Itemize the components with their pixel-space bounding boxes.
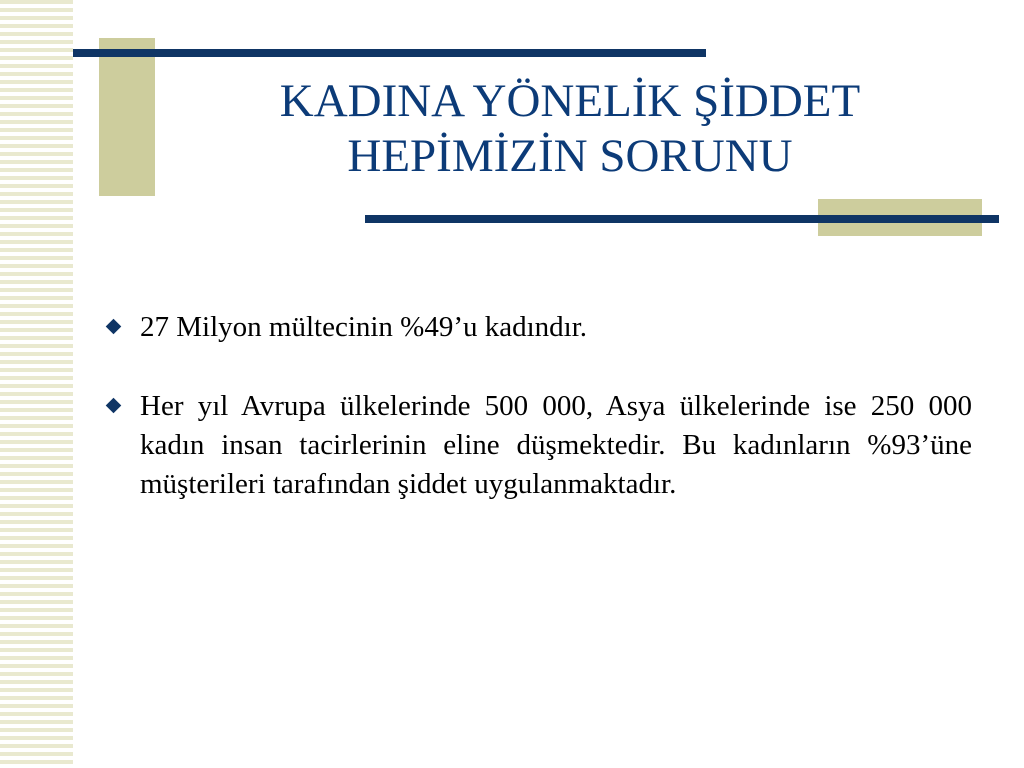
title-rule-bottom [365, 215, 999, 223]
accent-block-top [99, 38, 155, 196]
slide-title [160, 74, 980, 184]
bullet-text: Her yıl Avrupa ülkelerinde 500 000, Asya ülkelerinde ise 250 000 kadın insan tacirlerinin eline düşmektedir. Bu kadınların %93’üne müşterileri tarafından şiddet uygulanmaktadır. [140, 390, 972, 500]
decorative-stripes [0, 0, 73, 768]
slide-title-line-1: KADINA YÖNELİK ŞİDDET [279, 75, 861, 127]
bullet-text: 27 Milyon mültecinin %49’u kadındır. [140, 311, 588, 343]
diamond-bullet-icon [106, 319, 122, 335]
bullet-list [104, 308, 972, 544]
bullet-item [104, 308, 972, 347]
bullet-item [104, 387, 972, 504]
slide-title-line-2: HEPİMİZİN SORUNU [347, 130, 793, 182]
title-rule-top [73, 49, 706, 57]
diamond-bullet-icon [106, 398, 122, 414]
